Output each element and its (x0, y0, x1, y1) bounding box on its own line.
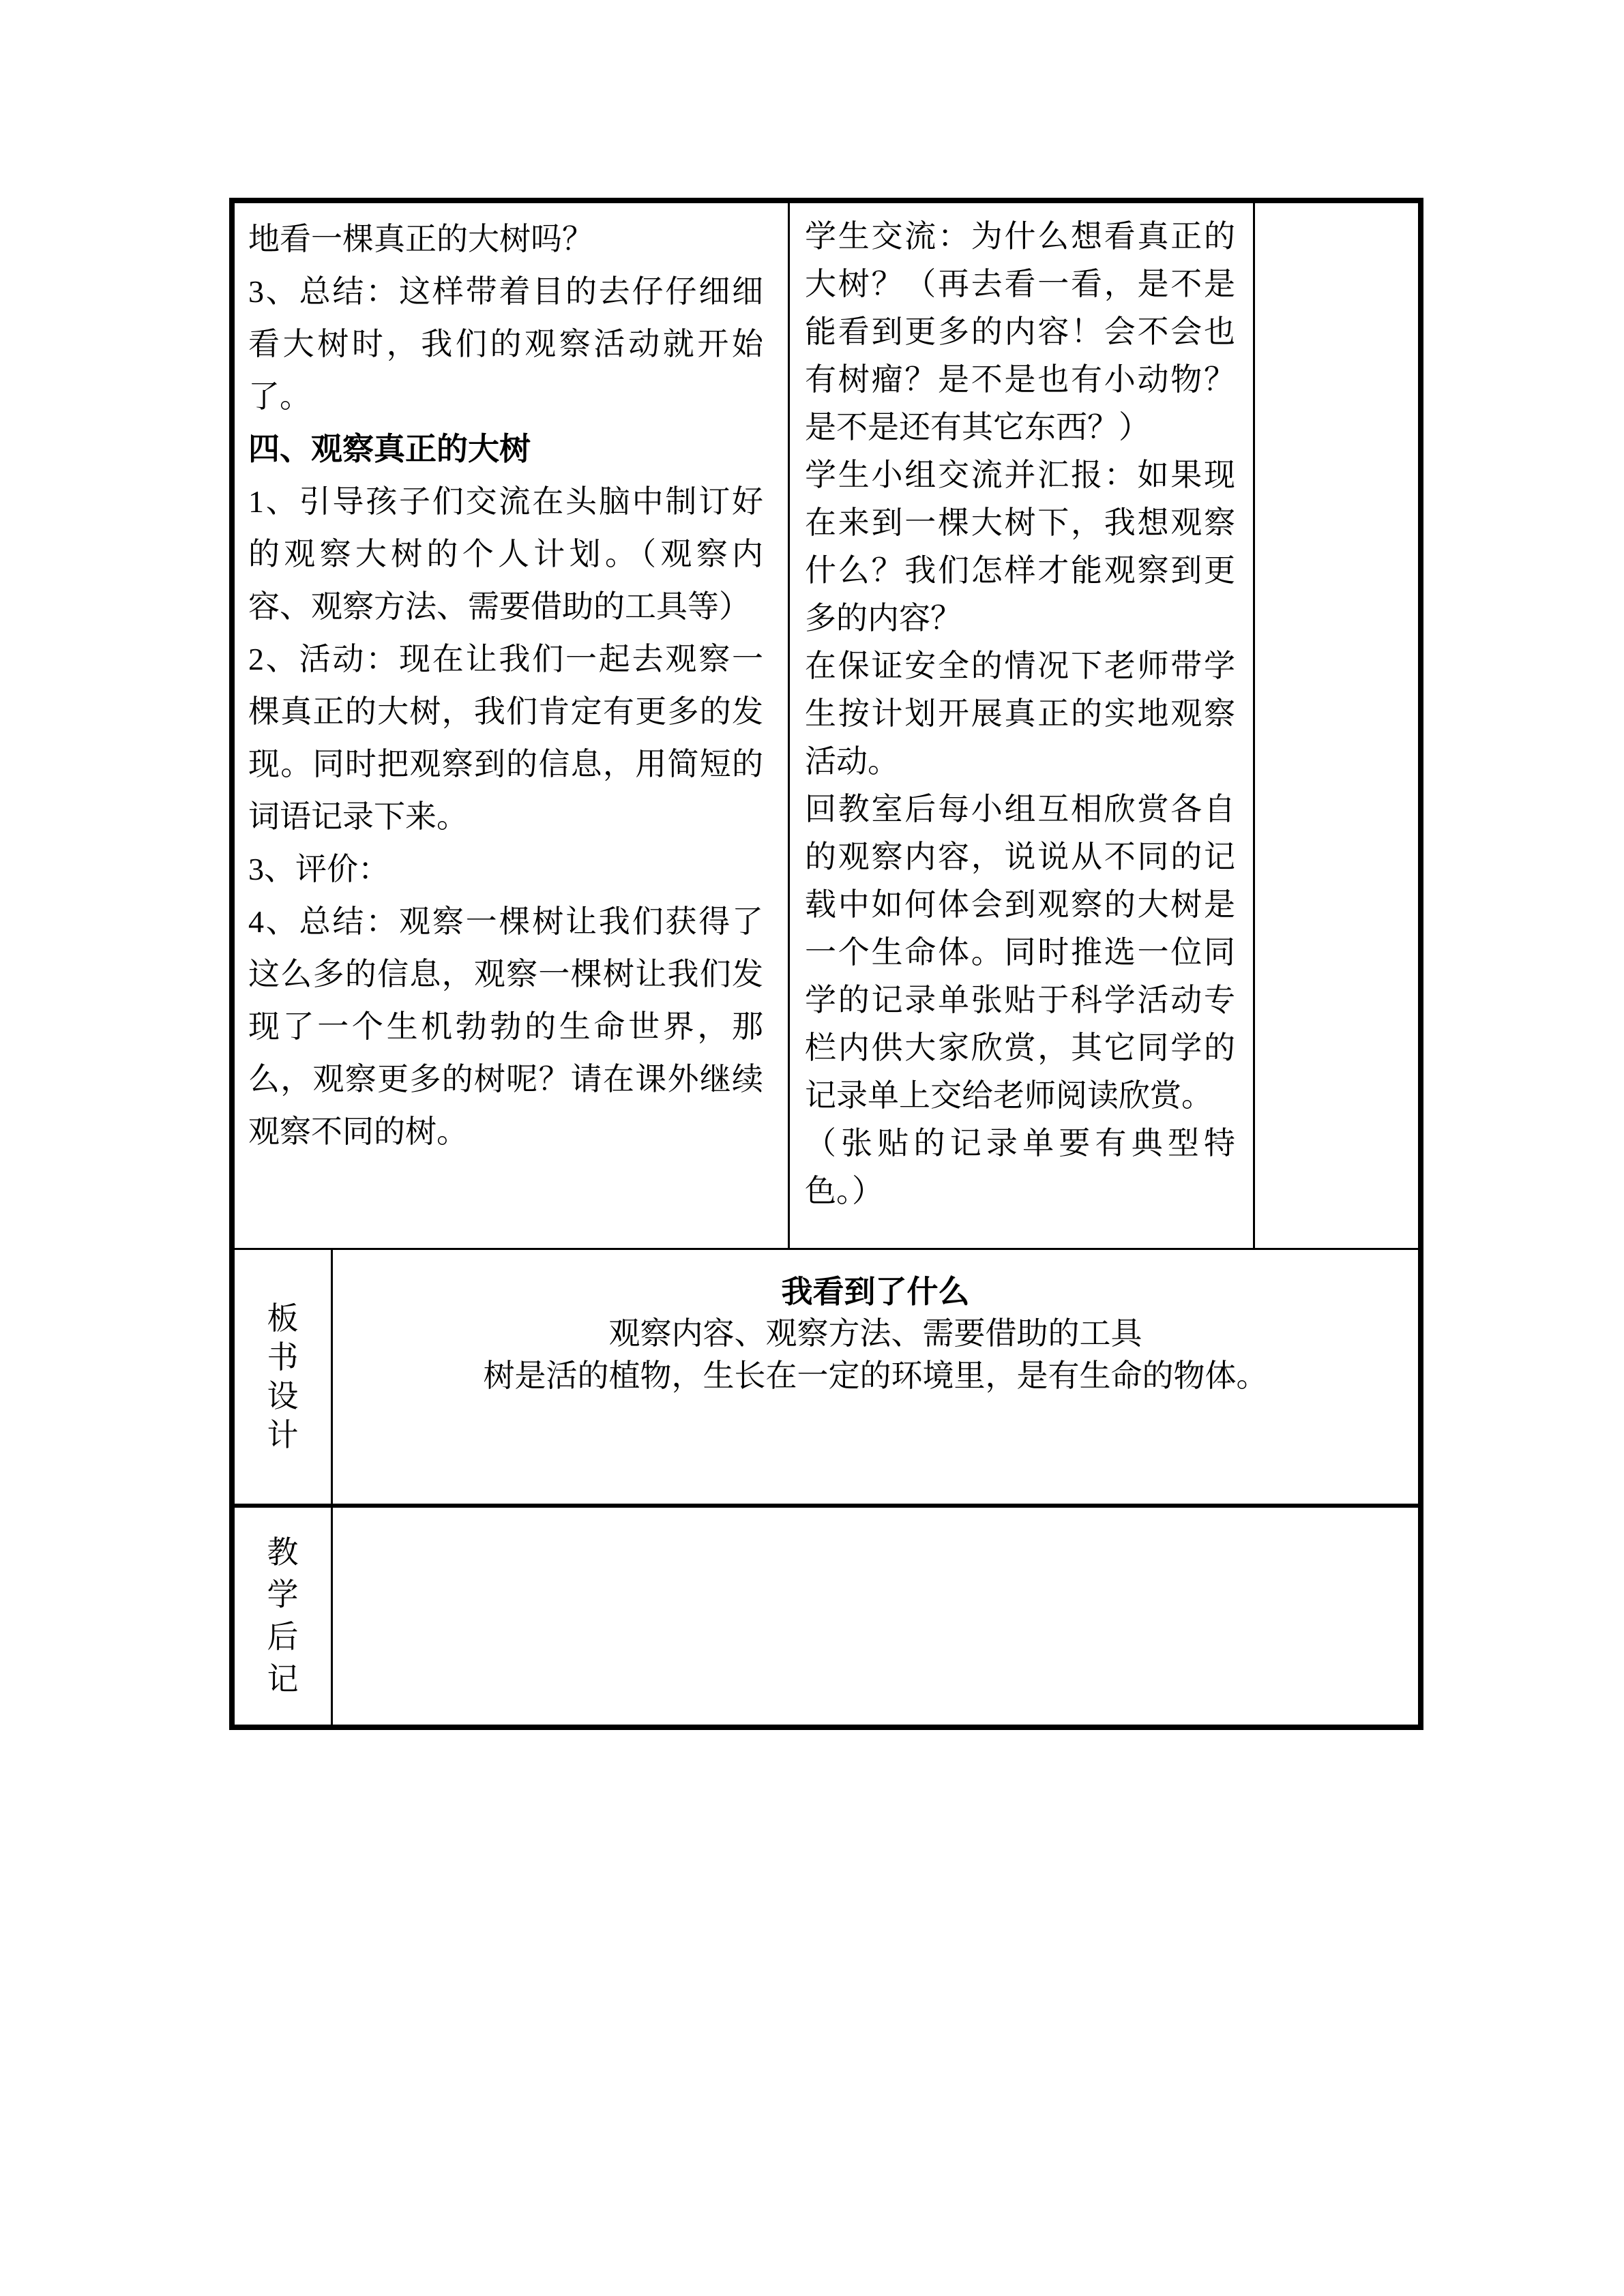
text-line: 回教室后每小组互相欣赏各自 (805, 792, 1235, 826)
text-line: 4、总结：观察一棵树让我们获得了 (248, 904, 763, 939)
label-char: 后 (267, 1620, 299, 1654)
text-line: 记录单上交给老师阅读欣赏。 (805, 1078, 1213, 1113)
text-line: 活动。 (805, 744, 899, 779)
text-line: 学的记录单张贴于科学活动专 (805, 983, 1235, 1017)
text-line: 多的内容？ (805, 601, 962, 636)
text-line: 地看一棵真正的大树吗？ (248, 222, 593, 256)
text-line: 词语记录下来。 (248, 799, 468, 834)
board-title: 我看到了什么 (781, 1274, 970, 1309)
text-line: （张贴的记录单要有典型特 (805, 1126, 1235, 1161)
text-line: 大树？（再去看一看，是不是 (805, 267, 1235, 301)
teaching-notes-content (333, 1508, 1418, 1725)
text-line: 了。 (248, 379, 311, 414)
text-line: 一个生命体。同时推选一位同 (805, 935, 1235, 970)
text-line: 栏内供大家欣赏，其它同学的 (805, 1030, 1235, 1065)
board-line-observation: 观察内容、观察方法、需要借助的工具 (608, 1316, 1142, 1351)
teacher-activity-column (235, 203, 790, 1248)
text-line: 生按计划开展真正的实地观察 (805, 696, 1235, 731)
board-design-row (235, 1250, 1418, 1508)
text-line: 在来到一棵大树下，我想观察 (805, 505, 1235, 540)
label-char: 记 (267, 1662, 299, 1697)
text-line: 学生交流：为什么想看真正的 (805, 219, 1235, 254)
empty-column (1255, 203, 1418, 1248)
text-line: 容、观察方法、需要借助的工具等） (248, 589, 750, 624)
label-char: 设 (267, 1379, 299, 1414)
text-line: 现了一个生机勃勃的生命世界，那 (248, 1009, 763, 1044)
text-line: 色。） (805, 1174, 883, 1208)
text-line: 1、引导孩子们交流在头脑中制订好 (248, 484, 763, 519)
text-line: 有树瘤？是不是也有小动物？ (805, 362, 1235, 397)
board-line-conclusion: 树是活的植物，生长在一定的环境里，是有生命的物体。 (483, 1358, 1268, 1393)
text-line: 棵真正的大树，我们肯定有更多的发 (248, 694, 763, 729)
lesson-plan-table (229, 198, 1423, 1730)
text-line: 什么？我们怎样才能观察到更 (805, 553, 1235, 588)
teaching-notes-row (235, 1508, 1418, 1725)
text-line: 能看到更多的内容！会不会也 (805, 314, 1235, 349)
board-design-label (235, 1250, 333, 1504)
text-line: 学生小组交流并汇报：如果现 (805, 458, 1235, 492)
text-line: 观察不同的树。 (248, 1114, 468, 1149)
top-section-row (235, 203, 1418, 1250)
label-char: 计 (267, 1418, 299, 1452)
label-char: 书 (267, 1340, 299, 1375)
label-char: 板 (267, 1301, 299, 1336)
text-line: 四、观察真正的大树 (248, 431, 531, 466)
label-char: 学 (267, 1577, 299, 1612)
text-line: 这么多的信息，观察一棵树让我们发 (248, 957, 763, 992)
text-line: 2、活动：现在让我们一起去观察一 (248, 642, 763, 676)
text-line: 么，观察更多的树呢？请在课外继续 (248, 1062, 763, 1097)
label-char: 教 (267, 1535, 299, 1570)
board-design-content (333, 1250, 1418, 1504)
text-line: 是不是还有其它东西？） (805, 410, 1150, 445)
teaching-notes-label (235, 1508, 333, 1725)
text-line: 在保证安全的情况下老师带学 (805, 648, 1235, 683)
text-line: 3、总结：这样带着目的去仔仔细细 (248, 274, 763, 309)
text-line: 的观察内容，说说从不同的记 (805, 839, 1235, 874)
text-line: 看大树时，我们的观察活动就开始 (248, 327, 763, 361)
text-line: 载中如何体会到观察的大树是 (805, 887, 1235, 922)
text-line: 现。同时把观察到的信息，用简短的 (248, 747, 763, 781)
text-line: 3、评价： (248, 852, 389, 886)
text-line: 的观察大树的个人计划。（观察内 (248, 537, 763, 571)
student-activity-column (790, 203, 1255, 1248)
